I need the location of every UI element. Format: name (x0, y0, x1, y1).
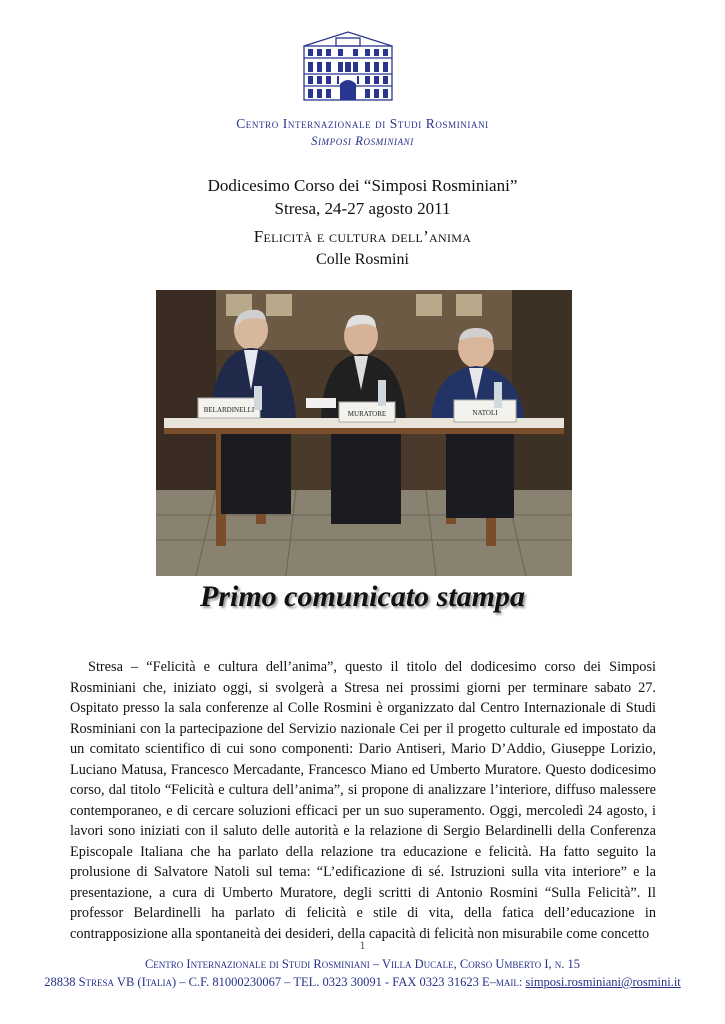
footer-address: Centro Internazionale di Studi Rosminiani – Villa Ducale, Corso Umberto I, n. 15 (144, 957, 581, 971)
page-number: 1 (359, 938, 366, 952)
press-release-headline: Primo comunicato stampa (199, 580, 526, 613)
nameplate-natoli: NATOLI (472, 409, 498, 417)
nameplate-muratore: MURATORE (347, 410, 387, 418)
org-subtitle: Simposi Rosminiani (311, 134, 414, 148)
villa-ducale-logo-icon (300, 28, 396, 102)
course-title: Dodicesimo Corso dei “Simposi Rosminiani” (207, 176, 518, 195)
event-dates: Stresa, 24-27 agosto 2011 (274, 199, 451, 218)
nameplate-belardinelli: BELARDINELLI (203, 406, 255, 414)
footer-contacts-text: 28838 Stresa VB (Italia) – C.F. 81000230067 – TEL. 0323 30091 - FAX 0323 31623 E–mail: (44, 975, 526, 989)
footer-email-link[interactable]: simposi.rosminiani@rosmini.it (525, 975, 681, 989)
speakers-photo (156, 290, 572, 576)
org-name: Centro Internazionale di Studi Rosminiani (236, 116, 489, 131)
event-venue: Colle Rosmini (316, 251, 409, 268)
footer-contacts (0, 975, 725, 990)
event-theme: Felicità e cultura dell’anima (253, 227, 472, 246)
press-release-body: Stresa – “Felicità e cultura dell’anima”, questo il titolo del dodicesimo corso dei Simposi Rosminiani che, iniziato oggi, si svolgerà a Stresa nei prossimi giorni per terminare sabato 27. Ospitato presso la sala conferenze al Colle Rosmini è organizzato dal Centro Internazionale di Studi Rosminiani con la partecipazione del Servizio nazionale Cei per il progetto culturale ed impostato da un comitato scientifico di cui sono componenti: Dario Antiseri, Mario D’Addio, Giuseppe Lorizio, Luciano Matusa, Francesco Mercadante, Francesco Miano ed Umberto Muratore. Questo dodicesimo corso, dal titolo “Felicità e cultura dell’anima”, si propone di analizzare l’interiore, diffuso malessere contemporaneo, e di cercare soluzioni efficaci per un suo superamento. Oggi, mercoledì 24 agosto, i lavori sono iniziati con il saluto delle autorità e la relazione di Sergio Belardinelli della Conferenza Episcopale Italiana che ha parlato della relazione tra educazione e felicità. Ha fatto seguito la prolusione di Salvatore Natoli sul tema: “L’edificazione di sé. Istruzioni sulla vita interiore” e la presentazione, a cura di Umberto Muratore, degli scritti di Antonio Rosmini “Sulla Felicità”. Il professor Belardinelli ha parlato di felicità e stile di vita, della fatica dell’educazione in contrapposizione alla spontaneità dei desideri, della capacità di felicità non misurabile come concetto (70, 659, 656, 942)
